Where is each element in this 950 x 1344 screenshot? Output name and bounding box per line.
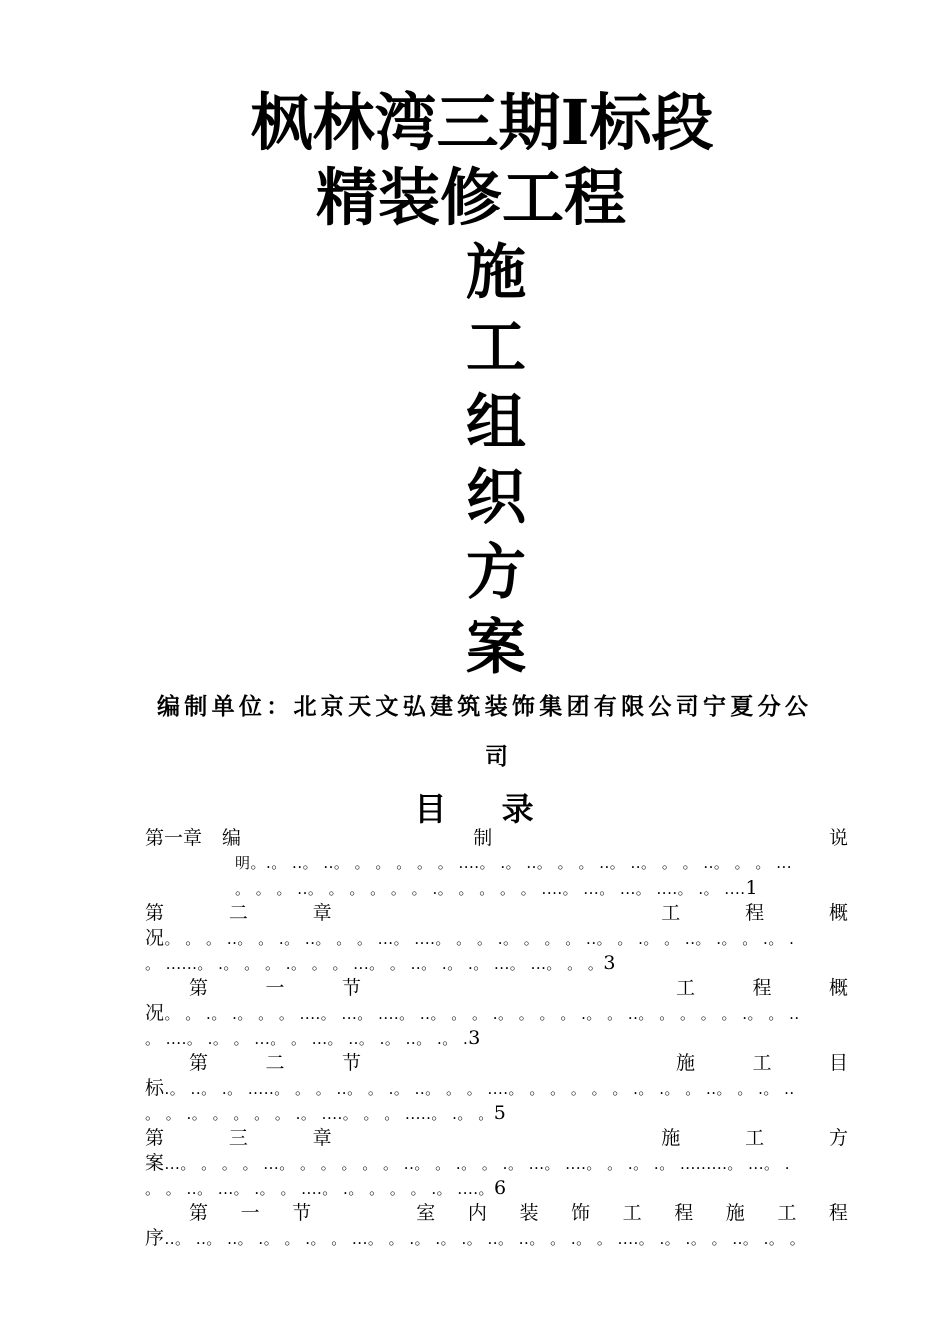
toc-word: 方 (828, 1127, 848, 1149)
toc-entry-chapter3-line1[interactable] (145, 1126, 848, 1151)
toc-entry-line3: 。 。 ..。 ...。 .。 。 ....。 .。 。 。 。 .。 ....。6 (145, 1177, 507, 1199)
document-title-line1: 枫林湾三期I标段 (250, 86, 714, 159)
toc-word: 概 (828, 902, 848, 924)
toc-word: 三 (228, 1127, 248, 1149)
toc-word: 施 (725, 1202, 745, 1224)
compiling-unit-continued: 司 (485, 744, 513, 770)
toc-word: 第 (145, 1127, 165, 1149)
toc-word: 工 (752, 1052, 772, 1074)
toc-entry-chapter1-line1[interactable] (145, 826, 848, 851)
toc-word: 一 (240, 1202, 260, 1224)
toc-word: 工 (675, 977, 695, 999)
toc-entry-line2: 况。 。 .。 .。 。 。 ....。 ...。 ....。 ..。 。 。 .。 。 。 。 .。 。 ..。 。 。 。 。 .。 。 .. (145, 1002, 800, 1024)
toc-entry-line2: 案...。 。 。 。 ...。 。 。 。 。 。 ..。 。 .。 。 .。 ...。 ....。 。 .。 .。 .........。 ...。 . (145, 1152, 790, 1174)
toc-page-number: 6 (494, 1177, 507, 1199)
toc-word: 节 (342, 1052, 362, 1074)
toc-word: 装 (519, 1202, 539, 1224)
toc-page-number: 3 (603, 952, 617, 974)
toc-entry-line3: 。 。 .。 。 。 。 。 .。 ....。 。 。 .....。 .。 。5 (145, 1102, 507, 1124)
toc-word: 内 (467, 1202, 487, 1224)
toc-word: 程 (752, 977, 772, 999)
vertical-title-char: 案 (466, 613, 526, 683)
toc-word: 节 (292, 1202, 312, 1224)
toc-word: 第 (189, 1202, 209, 1224)
toc-word: 施 (661, 1127, 681, 1149)
toc-word: 第 (145, 902, 165, 924)
toc-word: 说 (828, 827, 848, 849)
toc-word: 施 (675, 1052, 695, 1074)
toc-entry-line2: 标.。 ..。 .。 .....。 。 。 ..。 。 .。 ..。 。 。 ....。 。 。 。 。 。 .。 .。 。 ..。 。 .。 .. (145, 1077, 795, 1099)
vertical-title-char: 组 (466, 388, 526, 458)
toc-entry-line3: 。 ....。 .。 。 ...。 。 ...。 ..。 .。 ..。 .。 .3 (145, 1027, 481, 1049)
toc-entry-section1-ch3-line1[interactable] (189, 1201, 848, 1226)
toc-word: 编 (222, 827, 242, 849)
toc-word: 程 (745, 902, 765, 924)
toc-page-number: 3 (468, 1027, 481, 1049)
toc-word: 章 (312, 1127, 332, 1149)
vertical-title-char: 工 (466, 313, 526, 383)
toc-page-number: 1 (745, 877, 759, 899)
toc-word: 工 (777, 1202, 797, 1224)
toc-entry-line2: 序..。 ..。 ..。 .。 。 .。 。 ...。 。 .。 .。 .。 ..。 ..。 。 .。 。 ....。 .。 .。 。 ..。 .。 。 (145, 1227, 806, 1249)
vertical-title-char: 织 (466, 463, 526, 533)
toc-word: 二 (265, 1052, 285, 1074)
toc-word: 程 (674, 1202, 694, 1224)
toc-word: 概 (828, 977, 848, 999)
vertical-title-char: 方 (466, 538, 526, 608)
toc-word: 第 (189, 977, 209, 999)
toc-word: 工 (661, 902, 681, 924)
toc-entry-chapter2-line1[interactable] (145, 901, 848, 926)
toc-word: 第一章 (145, 827, 203, 849)
toc-word: 工 (622, 1202, 642, 1224)
toc-entry-line3: 。 ......。 .。 。 。 .。 。 。 ...。 。 ..。 .。 .。 ...。 ...。 。 。3 (145, 952, 617, 974)
toc-word: 一 (265, 977, 285, 999)
toc-word: 目 (828, 1052, 848, 1074)
toc-word: 工 (745, 1127, 765, 1149)
toc-entry-line2: 明。.。 ..。 ..。 。 。 。 。 。 ....。 .。 ..。 。 。 ..。 ..。 。 。 ..。 。 。 ... (235, 854, 793, 872)
toc-word: 程 (828, 1202, 848, 1224)
toc-word: 二 (228, 902, 248, 924)
toc-page-number: 5 (493, 1102, 507, 1124)
toc-entry-line2: 况。 。 。 ..。 。 .。 ..。 。 。 ...。 ....。 。 。 .。 。 。 。 ..。 。 .。 。 ..。 .。 。 .。 . (145, 927, 795, 949)
toc-word: 节 (342, 977, 362, 999)
toc-word: 制 (473, 827, 493, 849)
toc-entry-section2-line1[interactable] (189, 1051, 848, 1076)
toc-entry-section1-line1[interactable] (189, 976, 848, 1001)
toc-word: 章 (312, 902, 332, 924)
toc-title: 目 录 (414, 790, 556, 828)
toc-word: 饰 (571, 1202, 591, 1224)
toc-word: 室 (416, 1202, 436, 1224)
compiling-unit: 编制单位：北京天文弘建筑装饰集团有限公司宁夏分公 (157, 694, 813, 720)
document-title-line2: 精装修工程 (316, 161, 627, 234)
toc-entry-line3: 。 。 。 ..。 。 。 。 。 。 .。 。 。 。 。 ....。 ...。 ...。 ....。 .。 ....1 (235, 877, 759, 899)
vertical-title-char: 施 (466, 238, 526, 308)
toc-word: 第 (189, 1052, 209, 1074)
